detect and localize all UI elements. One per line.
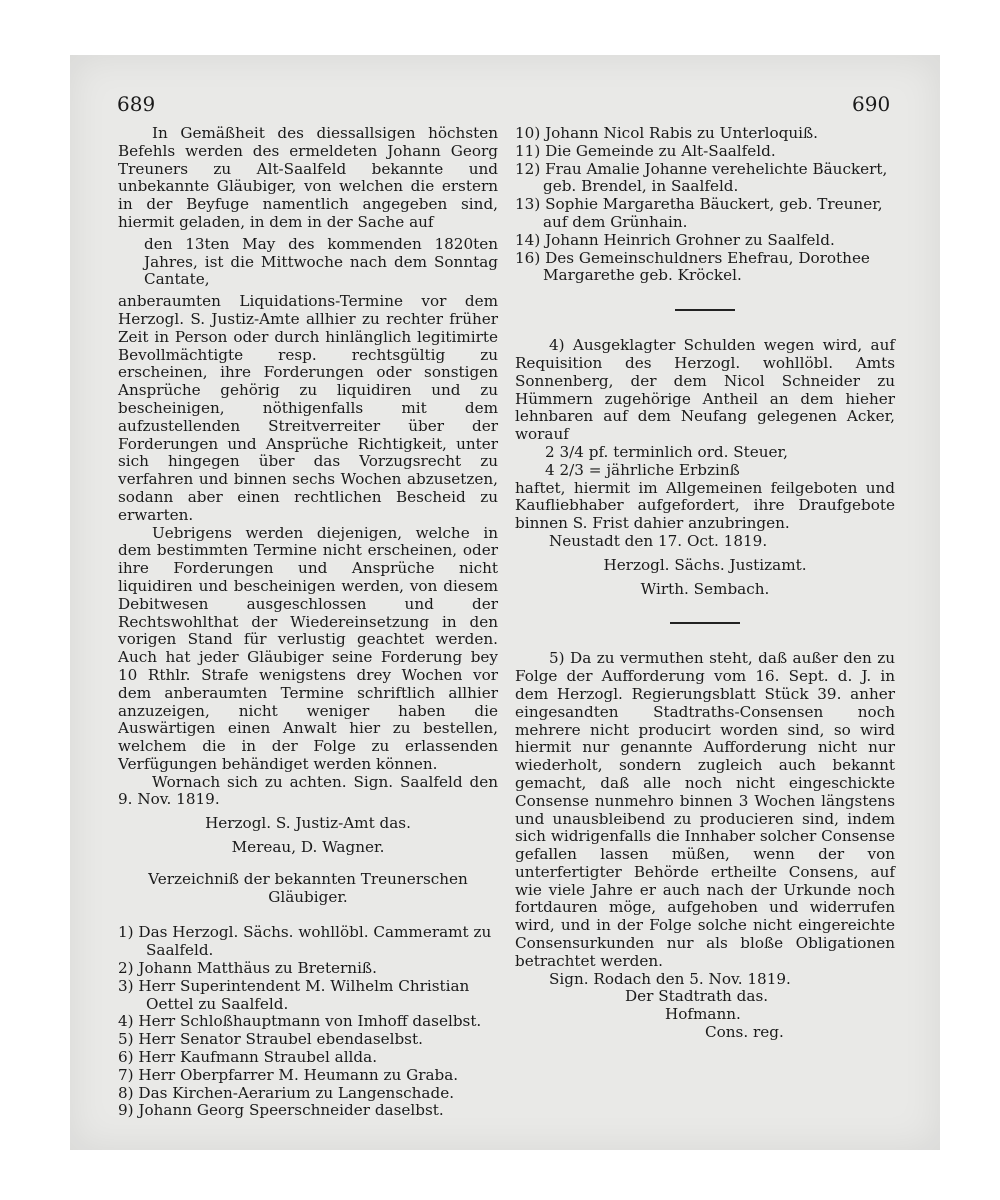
list-item: 6) Herr Kaufmann Straubel allda. [118,1048,378,1067]
notice-date: Neustadt den 17. Oct. 1819. [549,531,768,550]
right-column [515,125,895,1042]
tax-line: 2 3/4 pf. terminlich ord. Steuer, [545,442,788,461]
tax-line: 4 2/3 = jährliche Erbzinß [545,460,740,479]
consent-notice: 5) Da zu vermuthen steht, daß außer den zu Folge der Aufforderung vom 16. Sept. d. J. in dem Herzogl. Regierungsblatt Stück 39. anher eingesandten Stadtraths-Consensen noch mehrere nicht producirt worden sind, so wird hiermit nur genannte Aufforderung nicht nur wiederholt, sondern zugleich auch bekannt gemacht, daß alle noch nicht eingeschickte Consense nunmehro binnen 3 Wochen längstens und unausbleibend zu producieren sind, indem sich widrigenfalls die Innhaber solcher Consense gefallen lassen müßen, wenn der von unterfertigter Behörde ertheilte Consens, auf wie viele Jahre er auch nach der Urkunde noch fortdauren möge, aufgehoben und widerrufen wird, und in der Folge solche nicht eingereichte Consensurkunden nur als bloße Obligationen betrachtet werden. [515,649,895,970]
official-names: Mereau, D. Wagner. [231,838,385,857]
section-divider [675,309,735,311]
issuing-authority: Herzogl. S. Justiz-Amt das. [205,814,411,833]
page-number-left: 689 [117,92,156,116]
list-item: 10) Johann Nicol Rabis zu Unterloquiß. [515,124,818,142]
creditor-list-heading: Verzeichniß der bekannten Treunerschen Gläubiger. [148,869,468,906]
list-item: 14) Johann Heinrich Grohner zu Saalfeld. [515,230,835,249]
auction-notice: 4) Ausgeklagter Schulden wegen wird, auf Requisition des Herzogl. wohllöbl. Amts Sonnenberg, der dem Nicol Schneider zu Hümmern zugehörige Antheil an dem hieher lehnbaren auf dem Neufang gelegenen Acker, worauf [515,336,895,444]
list-item: 7) Herr Oberpfarrer M. Heumann zu Graba. [118,1065,459,1084]
official-name: Hofmann. [665,1005,741,1024]
exclusion-paragraph: Uebrigens werden diejenigen, welche in dem bestimmten Termine nicht erscheinen, oder ihre Forderungen und Ansprüche nicht liquidiren und bescheinigen werden, von diesem Debitwesen ausgeschlossen und der Rechtswohlthat der Wiedereinsetzung in den vorigen Stand für verlustig geachtet werden. Auch hat jeder Gläubiger seine Forderung bey 10 Rthlr. Strafe wenigstens drey Wochen vor dem anberaumten Termine schriftlich allhier anzuzeigen, nicht weniger haben die Auswärtigen einen Anwalt hier zu bestellen, welchem die in der Folge zu erlassenden Verfügungen behändiget werden können. [118,523,498,773]
list-item: 9) Johann Georg Speerschneider daselbst. [118,1101,444,1120]
list-item: 5) Herr Senator Straubel ebendaselbst. [118,1030,423,1049]
auction-notice-continued: haftet, hiermit im Allgemeinen feilgeboten und Kaufliebhaber aufgefordert, ihre Draufgebote binnen S. Frist dahier anzubringen. [515,478,895,533]
section-divider [670,622,740,624]
issuing-authority: Herzogl. Sächs. Justizamt. [603,555,807,574]
term-date-paragraph: den 13ten May des kommenden 1820ten Jahres, ist die Mittwoche nach dem Sonntag Cantate, [144,234,498,289]
list-item: 4) Herr Schloßhauptmann von Imhoff daselbst. [118,1012,482,1031]
creditor-list [118,924,498,1120]
summons-paragraph: In Gemäßheit des diessallsigen höchsten Befehls werden des ermeldeten Johann Georg Treuners zu Alt-Saalfeld bekannte und unbekannte Gläubiger, von welchen die erstern in der Beyfuge namentlich angegeben sind, hiermit geladen, in dem in der Sache auf [118,124,498,231]
list-item: 11) Die Gemeinde zu Alt-Saalfeld. [515,141,776,160]
list-item: 1) Das Herzogl. Sächs. wohllöbl. Cammeramt zu Saalfeld. [118,923,492,960]
signature-date: Wornach sich zu achten. Sign. Saalfeld den 9. Nov. 1819. [118,772,498,809]
list-item: 12) Frau Amalie Johanne verehelichte Bäuckert, geb. Brendel, in Saalfeld. [515,159,888,196]
notice-date: Sign. Rodach den 5. Nov. 1819. [549,969,791,988]
official-names: Wirth. Sembach. [640,579,770,598]
list-item: 2) Johann Matthäus zu Breterniß. [118,959,377,978]
list-item: 16) Des Gemeinschuldners Ehefrau, Dorothee Margarethe geb. Kröckel. [515,248,870,285]
left-column [118,125,498,1120]
list-item: 3) Herr Superintendent M. Wilhelm Christian Oettel zu Saalfeld. [118,976,470,1013]
page-number-right: 690 [852,92,891,116]
issuing-authority: Der Stadtrath das. [625,987,769,1006]
creditor-list-continued [515,125,895,285]
footer-note: Cons. reg. [705,1023,784,1042]
liquidation-paragraph: anberaumten Liquidations-Termine vor dem Herzogl. S. Justiz-Amte allhier zu rechter früher Zeit in Person oder durch hinlänglich legitimirte Bevollmächtigte resp. rechtsgültig zu erscheinen, ihre Forderungen oder sonstigen Ansprüche gehörig zu liquidiren und zu bescheinigen, nöthigenfalls mit dem aufzustellenden Streitverreiter über der Forderungen und Ansprüche Richtigkeit, unter sich hingegen über das Vorzugsrecht zu verfahren und binnen sechs Wochen abzusetzen, sodann aber einen rechtlichen Bescheid zu erwarten. [118,292,498,524]
list-item: 8) Das Kirchen-Aerarium zu Langenschade. [118,1083,455,1102]
list-item: 13) Sophie Margaretha Bäuckert, geb. Treuner, auf dem Grünhain. [515,195,883,231]
